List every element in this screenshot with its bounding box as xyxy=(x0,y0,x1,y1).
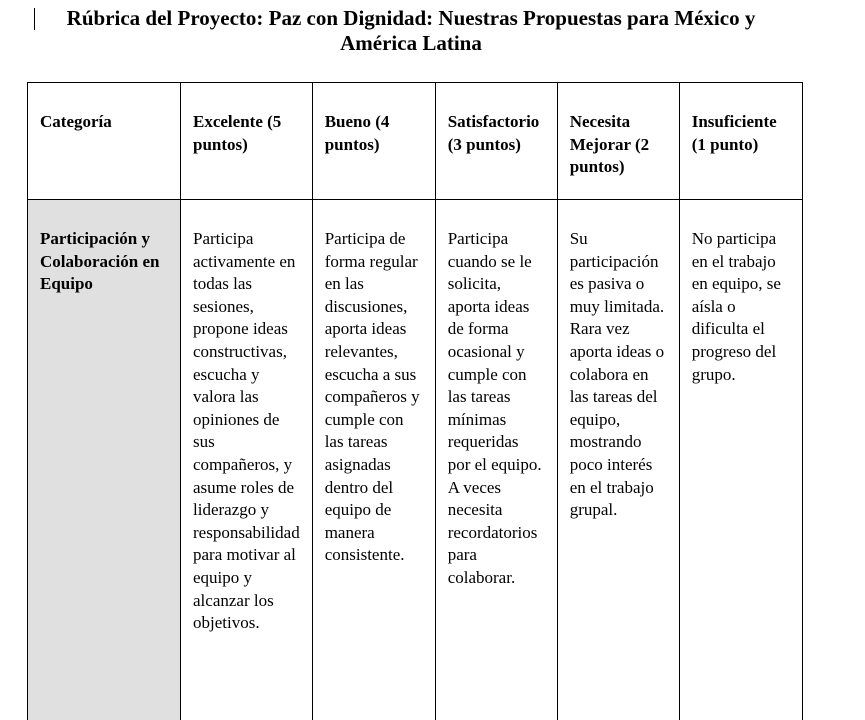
header-row xyxy=(28,83,803,200)
category-cell: Participación y Colaboración en Equipo xyxy=(28,200,181,720)
header-insuficiente: Insuficiente (1 punto) xyxy=(679,83,802,200)
header-bueno: Bueno (4 puntos) xyxy=(312,83,435,200)
criterion-insuficiente: No participa en el trabajo en equipo, se aísla o dificulta el progreso del grupo. xyxy=(679,200,802,720)
header-category: Categoría xyxy=(28,83,181,200)
text-cursor xyxy=(34,8,35,30)
criterion-necesita-mejorar: Su participación es pasiva o muy limitada. Rara vez aporta ideas o colabora en las tareas del equipo, mostrando poco interés en el trabajo grupal. xyxy=(557,200,679,720)
criterion-excelente: Participa activamente en todas las sesiones, propone ideas constructivas, escucha y valora las opiniones de sus compañeros, y asume roles de liderazgo y responsabilidad para motivar al equipo y alcanzar los objetivos. xyxy=(181,200,313,720)
rubric-table xyxy=(27,82,803,720)
header-necesita-mejorar: Necesita Mejorar (2 puntos) xyxy=(557,83,679,200)
table-row xyxy=(28,200,803,720)
document-title: Rúbrica del Proyecto: Paz con Dignidad: Nuestras Propuestas para México y América Latina xyxy=(66,6,756,55)
criterion-satisfactorio: Participa cuando se le solicita, aporta ideas de forma ocasional y cumple con las tareas mínimas requeridas por el equipo. A veces necesita recordatorios para colaborar. xyxy=(435,200,557,720)
header-satisfactorio: Satisfactorio (3 puntos) xyxy=(435,83,557,200)
criterion-bueno: Participa de forma regular en las discusiones, aporta ideas relevantes, escucha a sus compañeros y cumple con las tareas asignadas dentro del equipo de manera consistente. xyxy=(312,200,435,720)
header-excelente: Excelente (5 puntos) xyxy=(181,83,313,200)
